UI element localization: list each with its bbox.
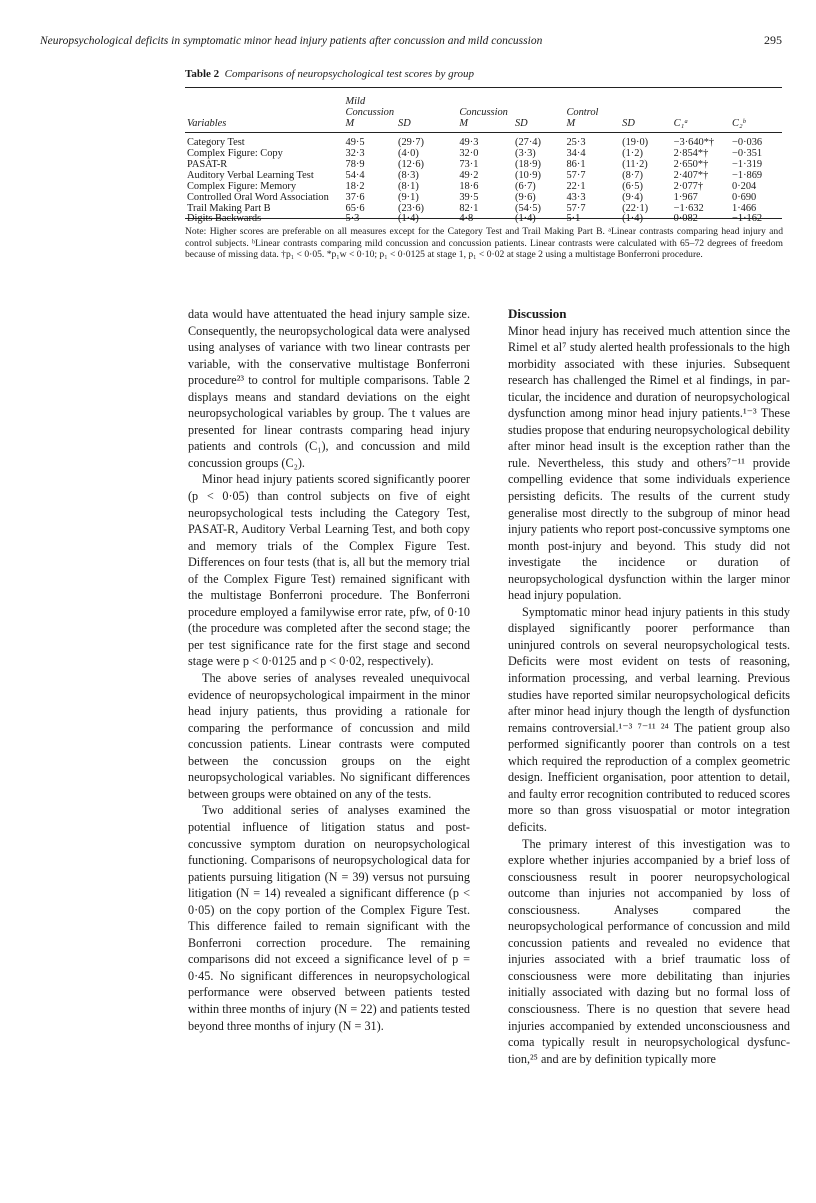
cell-control-sd: (9·4) [622, 191, 643, 203]
cell-c1: 2·077† [673, 180, 704, 192]
cell-mild-m: 54·4 [345, 169, 365, 181]
cell-control-sd: (6·5) [622, 180, 643, 192]
cell-concussion-m: 4·8 [459, 213, 474, 225]
cell-c2: −0·036 [732, 137, 763, 148]
cell-concussion-sd: (18·9) [514, 158, 541, 170]
header-mild: Mild [345, 96, 366, 108]
header-c2: C₂ᵇ [732, 118, 746, 130]
cell-mild-m: 37·6 [345, 191, 365, 203]
cell-mild-sd: (4·0) [398, 147, 419, 159]
body-paragraph: The primary interest of this investigation was to explore whether injuries accompanied by a brief loss of consciousness result in poorer neuropsychological outcome than injuries not accompanied by loss of consciousness. Analyses compared the neuropsychological performance of concussion and mild concussion patients and revealed no evidence that injuries associated with a brief traumatic loss of consciousness were more debilitating than injuries initially associated with dazing but no formal loss of consciousness. There is no question that severe head injuries accompanied by extended unconsciousness and coma typically result in neuropsychological dysfunction,²⁵ and are by definition typically more [508, 836, 790, 1066]
cell-c2: 0·204 [732, 180, 757, 192]
cell-concussion-m: 73·1 [459, 158, 479, 170]
cell-c1: −1·632 [673, 202, 704, 214]
cell-concussion-sd: (54·5) [514, 202, 541, 214]
header-control-sd: SD [622, 118, 635, 130]
cell-mild-sd: (8·1) [398, 180, 419, 192]
table-row [185, 130, 782, 149]
body-paragraph: Two additional series of analyses examined the potential influence of litigation status and post-concussive symptom duration on neuropsychological functioning. Comparisons of neuropsychological data for patients pursuing litigation (N = 39) versus not pursuing litigation (N = 14) revealed a significant difference (p < 0·05) on the copy portion of the Complex Figure Test. This difference failed to remain significant with the Bonferroni correction procedure. The remaining comparisons did not exceed a significance level of p = 0·45. No significant differences in neuropsychological performance were observed between patients tested within three months of injury (N = 22) and patients tested beyond three months of injury (N = 31). [188, 803, 470, 1033]
cell-control-sd: (1·2) [622, 147, 643, 159]
cell-variable: Controlled Oral Word Association [187, 191, 329, 203]
header-mild-concussion: Concussion [345, 107, 395, 119]
cell-concussion-m: 39·5 [459, 191, 479, 203]
cell-control-sd: (11·2) [622, 158, 648, 170]
header-concussion: Concussion [459, 107, 508, 119]
cell-c1: 0·082 [673, 213, 698, 225]
header-variables: Variables [187, 118, 227, 130]
cell-c1: 2·854*† [673, 147, 709, 159]
cell-concussion-sd: (27·4) [514, 137, 541, 148]
cell-c2: −0·351 [732, 147, 763, 159]
section-heading-discussion: Discussion [508, 306, 567, 321]
cell-mild-m: 65·6 [345, 202, 365, 214]
table-top-rule [185, 87, 782, 88]
cell-concussion-m: 49·3 [459, 137, 479, 148]
header-control: Control [566, 107, 599, 119]
header-control-m [564, 90, 620, 130]
cell-variable: Complex Figure: Copy [187, 147, 283, 159]
table-label: Table 2 [185, 68, 220, 80]
table-row [185, 214, 782, 225]
cell-concussion-m: 82·1 [459, 202, 479, 214]
cell-c2: 0·690 [732, 191, 757, 203]
header-mild-concussion-sd: SD [398, 118, 411, 130]
cell-mild-m: 32·3 [345, 147, 365, 159]
cell-control-m: 57·7 [566, 169, 586, 181]
cell-concussion-sd: (1·4) [514, 213, 536, 225]
body-paragraph: Minor head injury has received much attention since the Rimel et al⁷ study alerted health professionals to the high morbidity associated with these injuries. Subsequent research has challenged the Rimel et al findings, in particular, the incidence and duration of neuropsychological dysfunction among minor head injury patients.¹⁻³ These studies propose that enduring neuropsychological debility after minor head insult is the exception rather than the rule. Nevertheless, this study and others⁷⁻¹¹ provide compelling evidence that some individuals experience persisting deficits. The results of the current study generalise most directly to the subgroup of minor head injury patients who report post-concussive symptoms one month post-injury and beyond. This study did not investigate the incidence or duration of neuropsychological dysfunction within the larger minor head injury population. [508, 323, 790, 603]
header-c1: C₁ᵃ [673, 118, 689, 130]
cell-control-sd: (8·7) [622, 169, 643, 181]
cell-c2: −1·162 [732, 213, 763, 225]
cell-control-m: 86·1 [566, 158, 586, 170]
cell-concussion-sd: (3·3) [514, 147, 536, 159]
cell-control-m: 34·4 [566, 147, 586, 159]
cell-variable: Trail Making Part B [187, 202, 271, 214]
cell-mild-m: 18·2 [345, 180, 365, 192]
cell-concussion-m: 49·2 [459, 169, 479, 181]
cell-c1: 2·407*† [673, 169, 709, 181]
header-m: M [566, 118, 576, 130]
table-row [185, 193, 782, 204]
page-number: 295 [764, 33, 782, 47]
header-m: M [459, 118, 469, 130]
cell-mild-sd: (12·6) [398, 158, 424, 170]
cell-control-sd: (22·1) [622, 202, 649, 214]
cell-c2: −1·319 [732, 158, 763, 170]
header-concussion-m [457, 90, 513, 130]
cell-mild-sd: (8·3) [398, 169, 419, 181]
cell-mild-sd: (29·7) [398, 137, 424, 148]
header-m: M [345, 118, 355, 130]
cell-c1: 2·650*† [673, 158, 709, 170]
body-paragraph: The above series of analyses revealed unequivocal evidence of neuropsychological impairment in the minor head injury patients, thus providing a rationale for comparing the performance of concussion and mild concussion patients. Linear contrasts were computed between the concussion groups on the eight neuropsychological variables. No significant differences between groups were obtained on any of the tests. [188, 671, 470, 801]
cell-concussion-sd: (10·9) [514, 169, 541, 181]
left-text-column [188, 306, 470, 1034]
cell-mild-sd: (9·1) [398, 191, 419, 203]
cell-c2: −1·869 [732, 169, 763, 181]
table-title: Comparisons of neuropsychological test scores by group [224, 68, 474, 80]
cell-control-sd: (19·0) [622, 137, 649, 148]
header-mild-concussion-m [344, 90, 397, 130]
cell-c2: 1·466 [732, 202, 757, 214]
cell-variable: Category Test [187, 137, 245, 148]
cell-variable: PASAT-R [187, 158, 228, 170]
cell-mild-m: 78·9 [345, 158, 365, 170]
cell-mild-m: 5·3 [345, 213, 360, 225]
cell-control-m: 5·1 [566, 213, 581, 225]
cell-c1: 1·967 [673, 191, 698, 203]
cell-concussion-m: 32·0 [459, 147, 479, 159]
cell-concussion-sd: (6·7) [514, 180, 536, 192]
cell-control-m: 22·1 [566, 180, 586, 192]
cell-variable: Digits Backwards [187, 213, 262, 225]
table-header-row [185, 90, 782, 130]
cell-control-m: 57·7 [566, 202, 586, 214]
body-paragraph: Minor head injury patients scored significantly poorer (p < 0·05) than control subjects on five of eight neuropsychological tests including the Category Test, PASAT-R, Auditory Verbal Learning Test, and both copy and memory trials of the Complex Figure Test. Differences on four tests (that is, all but the memory trial of the Complex Figure Test) remained significant with the multistage Bonferroni procedure. The Bonferroni procedure employed a familywise error rate, pfw, of 0·10 (the procedure was completed after the second stage; the per test significance rate for the first stage and second stage were p < 0·0125 and p < 0·02, respectively). [188, 472, 470, 669]
cell-mild-sd: (1·4) [398, 213, 419, 225]
body-paragraph: data would have attentuated the head injury sample size. Consequently, the neuropsychological data were analysed using analyses of variance with two linear contrasts per variable, with the conservative multistage Bonferroni procedure²³ to control for multiple comparisons. Table 2 displays means and standard deviations on the eight neuropsychological variables by group. The t values are presented for linear contrasts comparing head injury patients and controls (C₁), and concussion and mild concussion groups (C₂). [188, 307, 470, 470]
running-head: Neuropsychological deficits in symptomatic minor head injury patients after concussion and mild concussion [40, 35, 543, 47]
cell-concussion-m: 18·6 [459, 180, 479, 192]
body-paragraph: Symptomatic minor head injury patients in this study displayed significantly poorer performance than uninjured controls on several neuropsychological tests. Deficits were most evident on tests of reasoning, information processing, and verbal learning. Previous studies have reported similar neuropsychological deficits after minor head injury though the length of dysfunction remains controversial.¹⁻³ ⁷⁻¹¹ ²⁴ The patient group also performed significantly poorer than controls on a test which required the reproduction of a complex geometric design. Inefficient organisation, poor attention to detail, and faulty error recognition contributed to reduced scores more so than gross visuospatial or motor integration deficits. [508, 604, 790, 834]
right-text-column [508, 306, 790, 1067]
cell-concussion-sd: (9·6) [514, 191, 536, 203]
cell-variable: Auditory Verbal Learning Test [187, 169, 314, 181]
cell-control-sd: (1·4) [622, 213, 643, 225]
table-row [185, 182, 782, 193]
cell-control-m: 43·3 [566, 191, 586, 203]
cell-control-m: 25·3 [566, 137, 586, 148]
header-concussion-sd: SD [514, 118, 528, 130]
table-footnote: Note: Higher scores are preferable on all measures except for the Category Test and Trail Making Part B. ᵃLinear contrasts comparing head injury and control subjects. ᵇLinear contrasts comparing mild concussion and concussion patients. Linear contrasts were calculated with 65–72 degrees of freedom because of missing data. †p₁ < 0·05. *p₁w < 0·10; p₁ < 0·0125 at stage 1, p₁ < 0·02 at stage 2 using a multistage Bonferroni procedure. [185, 226, 783, 261]
table-caption [185, 68, 474, 80]
results-table [185, 90, 782, 225]
cell-c1: −3·640*† [673, 137, 715, 148]
cell-mild-sd: (23·6) [398, 202, 424, 214]
cell-variable: Complex Figure: Memory [187, 180, 297, 192]
cell-mild-m: 49·5 [345, 137, 365, 148]
